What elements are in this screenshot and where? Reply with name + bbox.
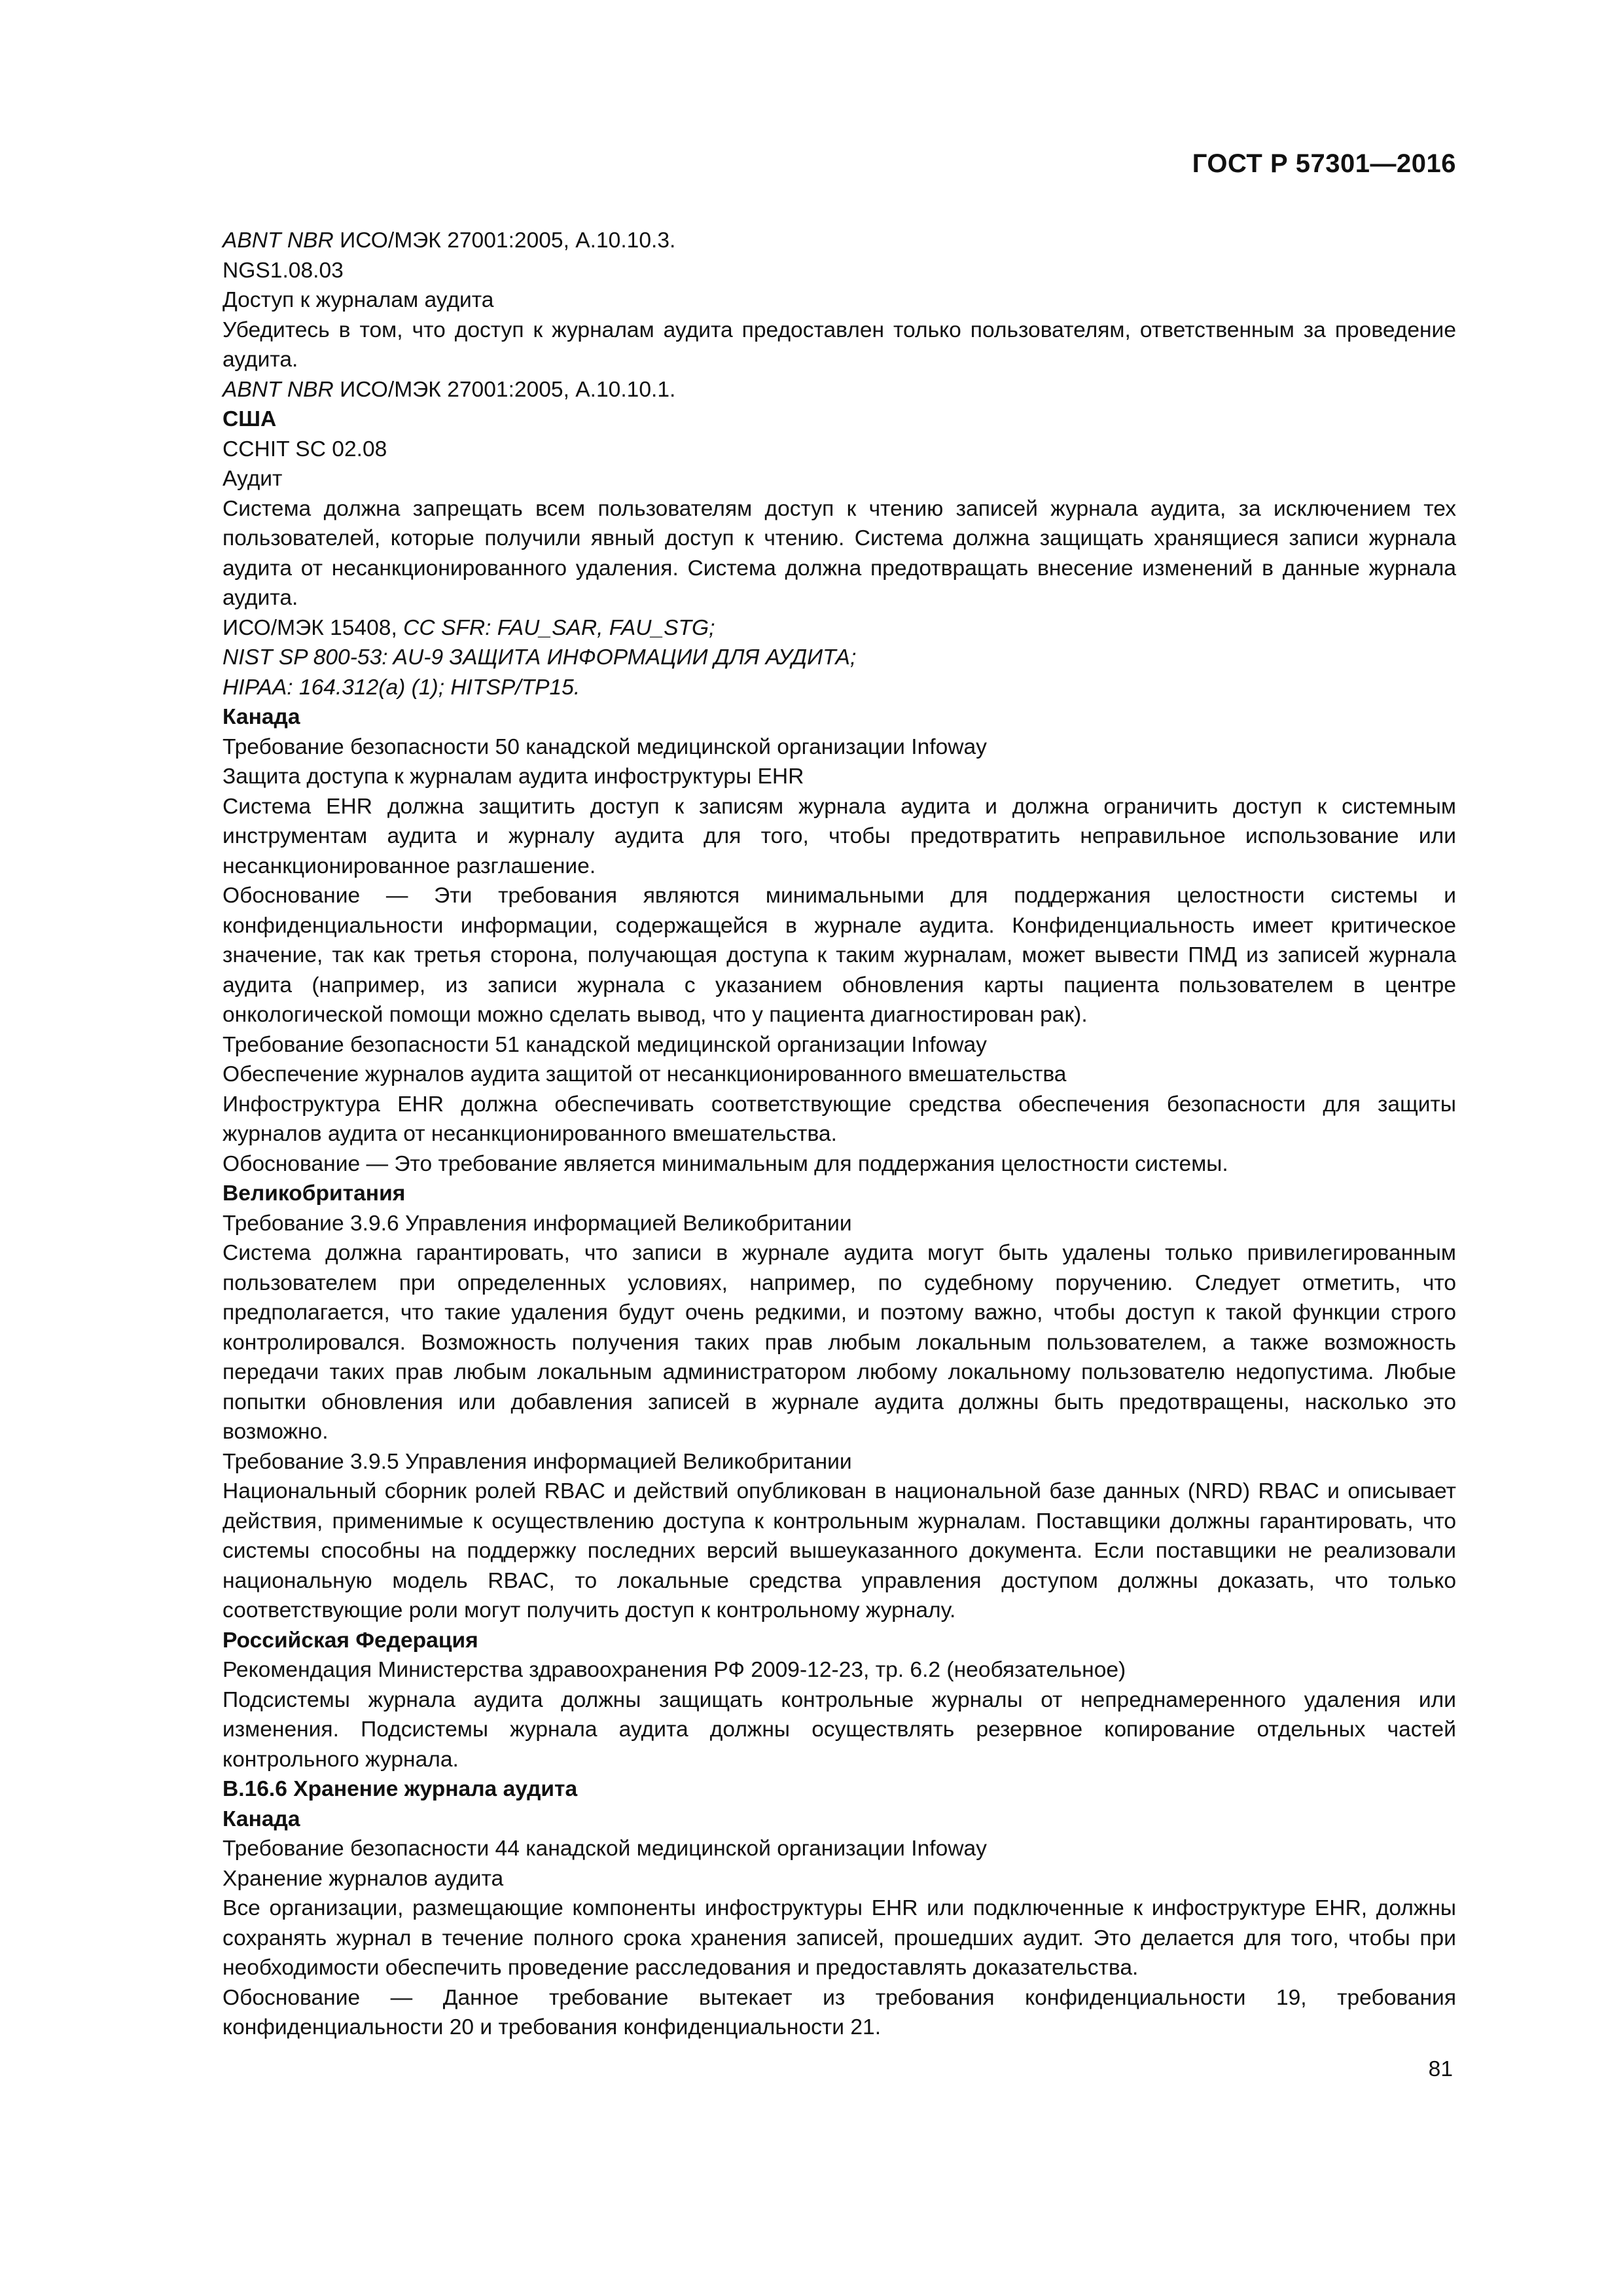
requirement-title: Обеспечение журналов аудита защитой от несанкционированного вмешательства [223, 1062, 1067, 1086]
requirement-id: NGS1.08.03 [223, 258, 344, 283]
requirement-title: Аудит [223, 467, 283, 491]
paragraph: Подсистемы журнала аудита должны защищать контрольные журналы от непреднамеренного удаления или изменения. Подсистемы журнала аудита должны осуществлять резервное копирование отдельных частей контрольного журнала. [223, 1687, 1456, 1772]
requirement-id: Требование 3.9.6 Управления информацией Великобритании [223, 1211, 852, 1236]
paragraph: Убедитесь в том, что доступ к журналам аудита предоставлен только пользователям, ответственным за проведение аудита. [223, 317, 1456, 372]
subsection-heading: B.16.6 Хранение журнала аудита [223, 1777, 578, 1801]
document-code: ГОСТ Р 57301—2016 [1192, 149, 1456, 178]
reference-line: HIPAA: 164.312(a) (1); HITSP/TP15. [223, 675, 580, 700]
rationale-paragraph: Обоснование — Это требование является минимальным для поддержания целостности системы. [223, 1151, 1228, 1176]
reference-text: ИСО/МЭК 15408, [223, 615, 404, 640]
reference-italic: CC SFR: FAU_SAR, FAU_STG; [403, 615, 715, 640]
reference-line [223, 375, 1456, 405]
reference-text: ИСО/МЭК 27001:2005, А.10.10.1. [333, 377, 676, 402]
requirement-id: Требование безопасности 44 канадской медицинской организации Infoway [223, 1837, 987, 1861]
requirement-id: Требование безопасности 51 канадской медицинской организации Infoway [223, 1032, 987, 1057]
requirement-id: Рекомендация Министерства здравоохранения РФ 2009-12-23, тр. 6.2 (необязательное) [223, 1658, 1126, 1682]
requirement-id: CCHIT SC 02.08 [223, 437, 387, 461]
paragraph: Система должна запрещать всем пользователям доступ к чтению записей журнала аудита, за исключением тех пользователей, которые получили явный доступ к чтению. Система должна защищать хранящиеся записи журнала аудита от несанкционированного удаления. Система должна предотвращать внесение изменений в данные журнала аудита. [223, 496, 1456, 610]
section-heading-canada: Канада [223, 1806, 300, 1831]
paragraph: Инфоструктура EHR должна обеспечивать соответствующие средства обеспечения безопасности для защиты журналов аудита от несанкционированного вмешательства. [223, 1092, 1456, 1146]
requirement-id: Требование безопасности 50 канадской медицинской организации Infoway [223, 734, 987, 759]
section-heading-uk: Великобритания [223, 1181, 406, 1206]
requirement-id: Требование 3.9.5 Управления информацией Великобритании [223, 1449, 852, 1474]
section-heading-canada: Канада [223, 705, 300, 729]
reference-italic: ABNT NBR [223, 228, 334, 253]
requirement-title: Защита доступа к журналам аудита инфоструктуры EHR [223, 764, 804, 789]
requirement-title: Хранение журналов аудита [223, 1866, 504, 1891]
paragraph: Все организации, размещающие компоненты инфоструктуры EHR или подключенные к инфоструктуре EHR, должны сохранять журнал в течение полного срока хранения записей, прошедших аудит. Это делается для того, чтобы при необходимости обеспечить проведение расследования и предоставлять доказательства. [223, 1896, 1456, 1980]
page-number: 81 [1428, 2057, 1453, 2081]
reference-text: ИСО/МЭК 27001:2005, А.10.10.3. [333, 228, 676, 253]
rationale-paragraph: Обоснование — Эти требования являются минимальными для поддержания целостности системы и конфиденциальности информации, содержащейся в журнале аудита. Конфиденциальность имеет критическое значение, так как третья сторона, получающая доступа к таким журналам, может вывести ПМД из записей журнала аудита (например, из записи журнала с указанием обновления карты пациента пользователем в центре онкологической помощи можно сделать вывод, что у пациента диагностирован рак). [223, 884, 1456, 1027]
reference-italic: ABNT NBR [223, 377, 334, 402]
paragraph: Национальный сборник ролей RBAC и действий опубликован в национальной базе данных (NRD) RBAC и описывает действия, применимые к осуществлению доступа к контрольным журналам. Поставщики должны гарантировать, что системы способны на поддержку последних версий вышеуказанного документа. Если поставщики не реализовали национальную модель RBAC, то локальные средства управления доступом должны доказать, что только соответствующие роли могут получить доступ к контрольному журналу. [223, 1479, 1456, 1623]
reference-line [223, 613, 1456, 643]
reference-line [223, 226, 1456, 256]
requirement-title: Доступ к журналам аудита [223, 288, 494, 312]
paragraph: Система EHR должна защитить доступ к записям журнала аудита и должна ограничить доступ к системным инструментам аудита и журналу аудита для того, чтобы предотвратить неправильное использование или несанкционированное разглашение. [223, 794, 1456, 878]
reference-line: NIST SP 800-53: AU-9 ЗАЩИТА ИНФОРМАЦИИ ДЛЯ АУДИТА; [223, 645, 857, 670]
rationale-paragraph: Обоснование — Данное требование вытекает из требования конфиденциальности 19, требования конфиденциальности 20 и требования конфиденциальности 21. [223, 1985, 1456, 2039]
paragraph: Система должна гарантировать, что записи в журнале аудита могут быть удалены только привилегированным пользователем при определенных условиях, например, по судебному поручению. Следует отметить, что предполагается, что такие удаления будут очень редкими, и поэтому важно, чтобы доступ к такой функции строго контролировался. Возможность получения таких прав любым локальным пользователем, а также возможность передачи таких прав любым локальным администратором любому локальному пользователю недопустима. Любые попытки обновления или добавления записей в журнале аудита должны быть предотвращены, насколько это возможно. [223, 1241, 1456, 1444]
section-heading-russia: Российская Федерация [223, 1628, 478, 1653]
document-body [223, 226, 1456, 2043]
section-heading-usa: США [223, 407, 277, 431]
